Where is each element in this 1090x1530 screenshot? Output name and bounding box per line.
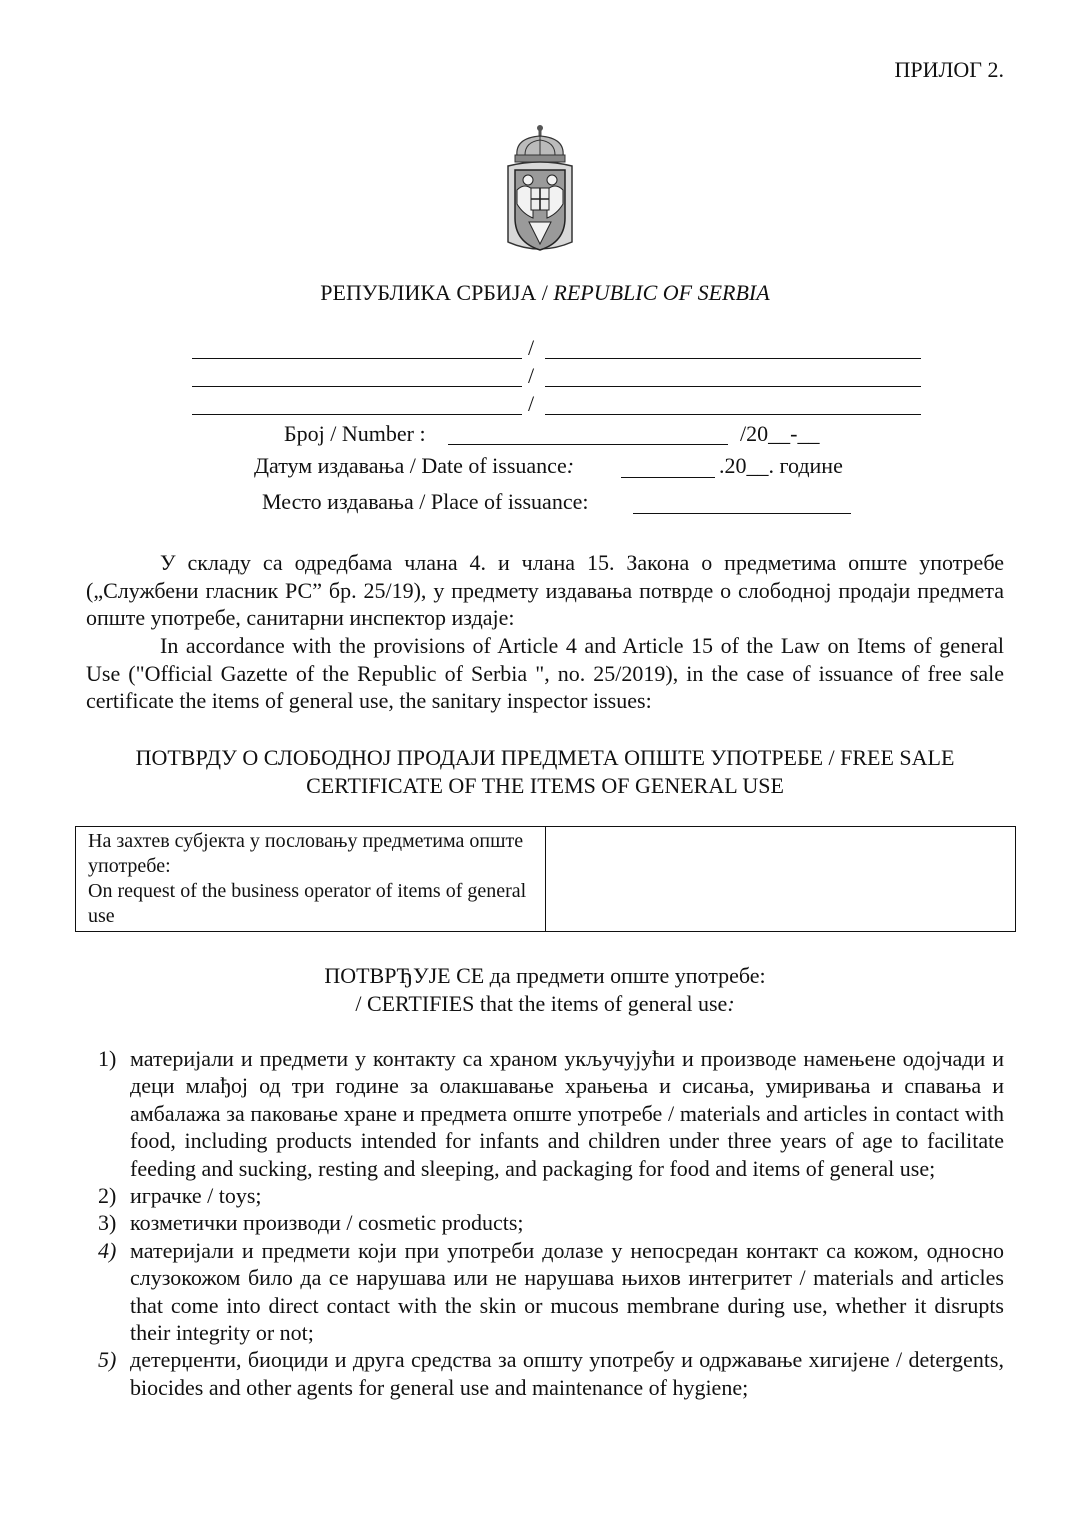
authority-line-right-3[interactable] [545, 414, 921, 415]
date-field[interactable] [621, 477, 715, 478]
list-item-number: 2) [98, 1183, 117, 1209]
place-label: Место издавања / Place of issuance: [262, 489, 589, 514]
request-label-cell [76, 827, 546, 932]
certificate-title-line1: ПОТВРДУ О СЛОБОДНОЈ ПРОДАЈИ ПРЕДМЕТА ОПШТЕ УПОТРЕБЕ / FREE SALE [135, 745, 955, 770]
country-name-english: REPUBLIC OF SERBIA [553, 280, 770, 305]
list-item-text: материјали и предмети у контакту са храном укључујући и производе намењене одојчади и деци млађој од три године за олакшавање храњења и сисања, умиривања и спавања и амбалажа за паковање хране и предмета опште употребе / materials and articles in contact with food, including products intended for infants and children under three years of age to facilitate feeding and sucking, resting and sleeping, and packaging for food and items of general use; [130, 1046, 1004, 1181]
separator-slash: / [528, 391, 535, 416]
list-item-text: материјали и предмети који при употреби долазе у непосредан контакт са кожом, односно слузокожом било да се нарушава или не нарушава њихов интегритет / materials and articles that come into direct contact with the skin or mucous membrane during use, whether it disrupts their integrity or not; [130, 1237, 1004, 1346]
coat-of-arms-icon [503, 122, 577, 262]
request-table [75, 826, 1016, 932]
country-name-cyrillic: РЕПУБЛИКА СРБИЈА / [320, 280, 554, 305]
certifies-line2-colon: : [727, 991, 735, 1016]
certifies-line2-text: / CERTIFIES that the items of general use [355, 991, 728, 1016]
authority-line-left-3[interactable] [192, 414, 522, 415]
authority-line-right-2[interactable] [545, 386, 921, 387]
certifies-line1: ПОТВРЂУЈЕ СЕ да предмети опште употребе: [324, 963, 766, 988]
certificate-title-line2: CERTIFICATE OF THE ITEMS OF GENERAL USE [306, 773, 784, 798]
separator-slash: / [528, 335, 535, 360]
authority-line-left-2[interactable] [192, 386, 522, 387]
intro-paragraph-english: In accordance with the provisions of Article 4 and Article 15 of the Law on Items of general Use ("Official Gazette of the Republic of Serbia ", no. 25/2019), in the case of issuance of free sale certificate the items of general use, the sanitary inspector issues: [86, 633, 1004, 714]
list-item-number: 1) [98, 1046, 117, 1071]
number-suffix: /20__-__ [740, 421, 820, 446]
list-item [98, 1237, 1004, 1347]
intro-paragraph-serbian: У складу са одредбама члана 4. и члана 15. Закона о предметима опште употребе („Службени гласник РС” бр. 25/19), у предмету издавања потврде о слободној продаји предмета опште употребе, санитарни инспектор издаје: [86, 550, 1004, 631]
request-label-english: On request of the business operator of items of general use [88, 880, 527, 927]
list-item-text: козметички производи / cosmetic products; [130, 1210, 524, 1236]
date-label-text: Датум издавања / Date of issuance [254, 453, 567, 478]
list-item-number: 4) [98, 1237, 117, 1263]
date-suffix: .20__. године [719, 453, 843, 478]
place-field[interactable] [633, 513, 851, 514]
authority-line-right-1[interactable] [545, 358, 921, 359]
request-label-serbian: На захтев субјекта у пословању предметима опште употребе: [88, 830, 524, 877]
annex-label: ПРИЛОГ 2. [894, 57, 1004, 82]
number-field[interactable] [448, 444, 728, 445]
list-item-number: 5) [98, 1347, 117, 1373]
list-item-text: детерџенти, биоциди и друга средства за општу употребу и одржавање хигијене / detergents, biocides and other agents for general use and maintenance of hygiene; [130, 1347, 1004, 1400]
list-item-number: 3) [98, 1210, 117, 1236]
list-item [98, 1045, 1004, 1182]
list-item-text: играчке / toys; [130, 1183, 262, 1209]
number-label: Број / Number : [284, 421, 426, 446]
certifies-statement [86, 962, 1004, 1018]
list-item [98, 1346, 1004, 1401]
authority-line-left-1[interactable] [192, 358, 522, 359]
date-label [254, 452, 574, 480]
business-operator-field[interactable] [546, 827, 1016, 932]
country-header [0, 279, 1090, 307]
certifies-line2 [86, 990, 1004, 1018]
certificate-title [86, 744, 1004, 800]
separator-slash: / [528, 363, 535, 388]
list-item [98, 1209, 1004, 1236]
list-item [98, 1182, 1004, 1209]
items-list [98, 1045, 1004, 1401]
date-label-colon: : [566, 453, 575, 478]
